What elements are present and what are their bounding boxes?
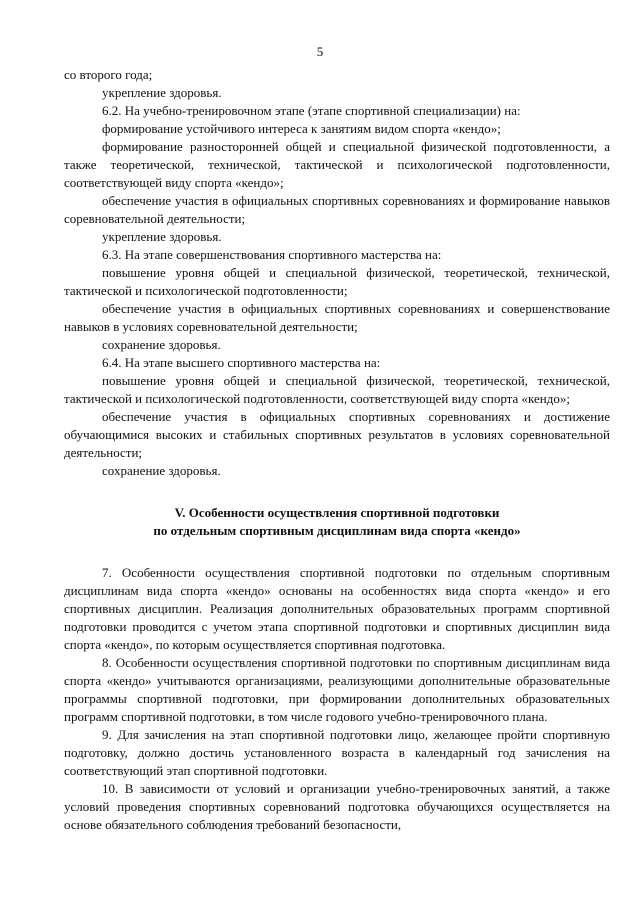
paragraph: обеспечение участия в официальных спортивных соревнованиях и совершенствование навыков в условиях соревновательной деятельности; [64,301,610,334]
paragraph: укрепление здоровья. [102,229,222,244]
document-body [64,66,610,834]
paragraph: сохранение здоровья. [102,463,221,478]
paragraph: 6.3. На этапе совершенствования спортивного мастерства на: [102,247,442,262]
section-heading [64,504,610,540]
paragraph: 9. Для зачисления на этап спортивной подготовки лицо, желающее пройти спортивную подготовку, должно достичь установленного возраста в календарный год зачисления на соответствующий этап спортивной подготовки. [64,727,610,778]
paragraphs-after-heading [64,564,610,834]
paragraph: обеспечение участия в официальных спортивных соревнованиях и формирование навыков соревновательной деятельности; [64,193,610,226]
paragraph: 10. В зависимости от условий и организации учебно-тренировочных занятий, а также условий проведения спортивных соревнований подготовка обучающихся осуществляется на основе обязательного соблюдения требований безопасности, [64,781,610,832]
paragraph: формирование разносторонней общей и специальной физической подготовленности, а также теоретической, технической, тактической и психологической подготовленности, соответствующей виду спорта «кендо»; [64,139,610,190]
paragraph: 7. Особенности осуществления спортивной подготовки по отдельным спортивным дисциплинам вида спорта «кендо» основаны на особенностях вида спорта «кендо» и его спортивных дисциплин. Реализация дополнительных образовательных программ спортивной подготовки проводится с учетом этапа спортивной подготовки и спортивных дисциплин вида спорта «кендо», по которым осуществляется спортивная подготовка. [64,565,610,652]
paragraph: 6.2. На учебно-тренировочном этапе (этапе спортивной специализации) на: [102,103,521,118]
paragraph: 6.4. На этапе высшего спортивного мастерства на: [102,355,381,370]
page-number: 5 [316,44,324,59]
section-heading-line-2: по отдельным спортивным дисциплинам вида спорта «кендо» [153,523,521,538]
paragraph: 8. Особенности осуществления спортивной подготовки по спортивным дисциплинам вида спорта «кендо» учитываются организациями, реализующими дополнительные образовательные программы спортивной подготовки, при формировании дополнительных образовательных программ спортивной подготовки, в том числе годового учебно-тренировочного плана. [64,655,610,724]
paragraph: укрепление здоровья. [102,85,222,100]
paragraph: сохранение здоровья. [102,337,221,352]
paragraph: со второго года; [64,67,153,82]
paragraph: повышение уровня общей и специальной физической, теоретической, технической, тактической и психологической подготовленности, соответствующей виду спорта «кендо»; [64,373,610,406]
section-heading-line-1: V. Особенности осуществления спортивной подготовки [174,505,500,520]
paragraphs-before-heading [64,66,610,480]
paragraph: повышение уровня общей и специальной физической, теоретической, технической, тактической и психологической подготовленности; [64,265,610,298]
paragraph: обеспечение участия в официальных спортивных соревнованиях и достижение обучающимися высоких и стабильных спортивных результатов в условиях соревновательной деятельности; [64,409,610,460]
paragraph: формирование устойчивого интереса к занятиям видом спорта «кендо»; [102,121,501,136]
